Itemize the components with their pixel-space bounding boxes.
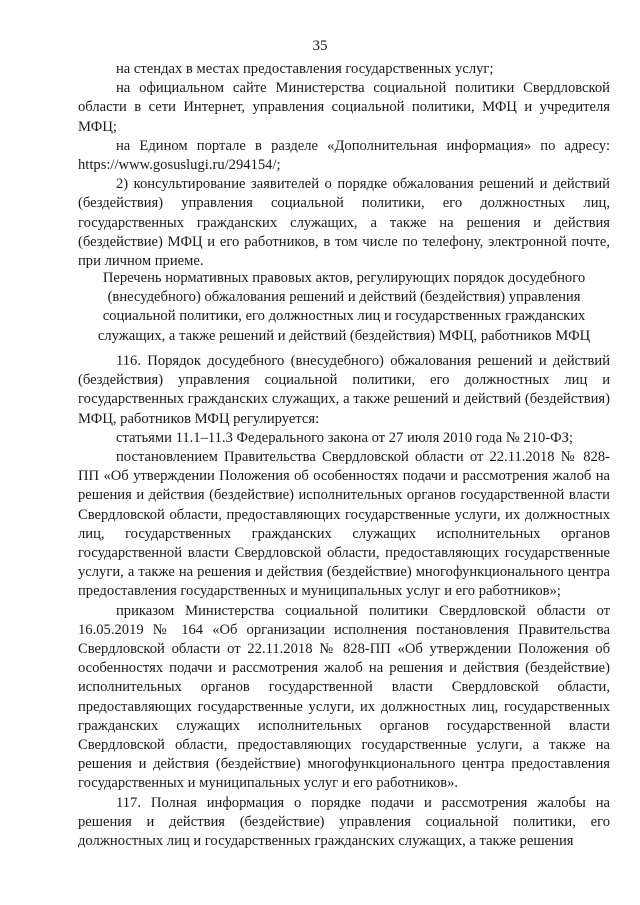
section-heading: Перечень нормативных правовых актов, регулирующих порядок досудебного (внесудебного) обжалования решений и действий (бездействия) управления социальной политики, его должностных лиц и государственных гражданских служащих, а также решений и действий (бездействия) МФЦ, работников МФЦ — [97, 270, 591, 344]
paragraph-official-site: на официальном сайте Министерства социальной политики Свердловской области в сети Интернет, управления социальной политики, МФЦ и учредителя МФЦ; — [78, 80, 610, 135]
paragraph-stands: на стендах в местах предоставления государственных услуг; — [116, 61, 494, 77]
top-text-block — [78, 60, 610, 271]
paragraph-unified-portal: на Едином портале в разделе «Дополнительная информация» по адресу: https://www.gosuslugi.ru/294154/; — [78, 137, 610, 174]
paragraph-federal-law: статьями 11.1–11.3 Федерального закона от 27 июля 2010 года № 210-ФЗ; — [116, 429, 574, 446]
main-text-block — [78, 352, 610, 851]
paragraph-117: 117. Полная информация о порядке подачи и рассмотрения жалобы на решения и действия (бездействие) управления социальной политики, его должностных лиц и государственных гражданских служащих, а также решения — [78, 794, 610, 850]
paragraph-consulting: 2) консультирование заявителей о порядке обжалования решений и действий (бездействия) управления социальной политики, его должностных лиц, государственных гражданских служащих, а также на решения и действия (бездействие) МФЦ и его работников, в том числе по телефону, электронной почте, при личном приеме. — [78, 176, 610, 270]
paragraph-ministry-order: приказом Министерства социальной политики Свердловской области от 16.05.2019 № 164 «Об организации исполнения постановления Правительства Свердловской области от 22.11.2018 № 828-ПП «Об утверждении Положения об особенностях подачи и рассмотрения жалоб на решения и действия (бездействие) исполнительных органов государственной власти Свердловской области, предоставляющих государственные услуги, их должностных лиц, государственных гражданских служащих исполнительных органов государственной власти Свердловской области, предоставляющих государственные услуги, а также на решения и действия (бездействие) многофункционального центра предоставления государственных и муниципальных услуг и его работников». — [78, 602, 610, 792]
paragraph-government-resolution: постановлением Правительства Свердловской области от 22.11.2018 № 828-ПП «Об утверждении Положения об особенностях подачи и рассмотрения жалоб на решения и действия (бездействие) исполнительных органов государственной власти Свердловской области, предоставляющих государственные услуги, их должностных лиц, государственных гражданских служащих исполнительных органов государственной власти Свердловской области, предоставляющих государственные услуги, а также на решения и действия (бездействие) многофункционального центра предоставления государственных и муниципальных услуг и его работников»; — [78, 449, 610, 600]
paragraph-116: 116. Порядок досудебного (внесудебного) обжалования решений и действий (бездействия) управления социальной политики, его должностных лиц и государственных гражданских служащих, а также решений и действий (бездействия) МФЦ, работников МФЦ регулируется: — [78, 353, 610, 427]
page-number: 35 — [312, 38, 328, 54]
